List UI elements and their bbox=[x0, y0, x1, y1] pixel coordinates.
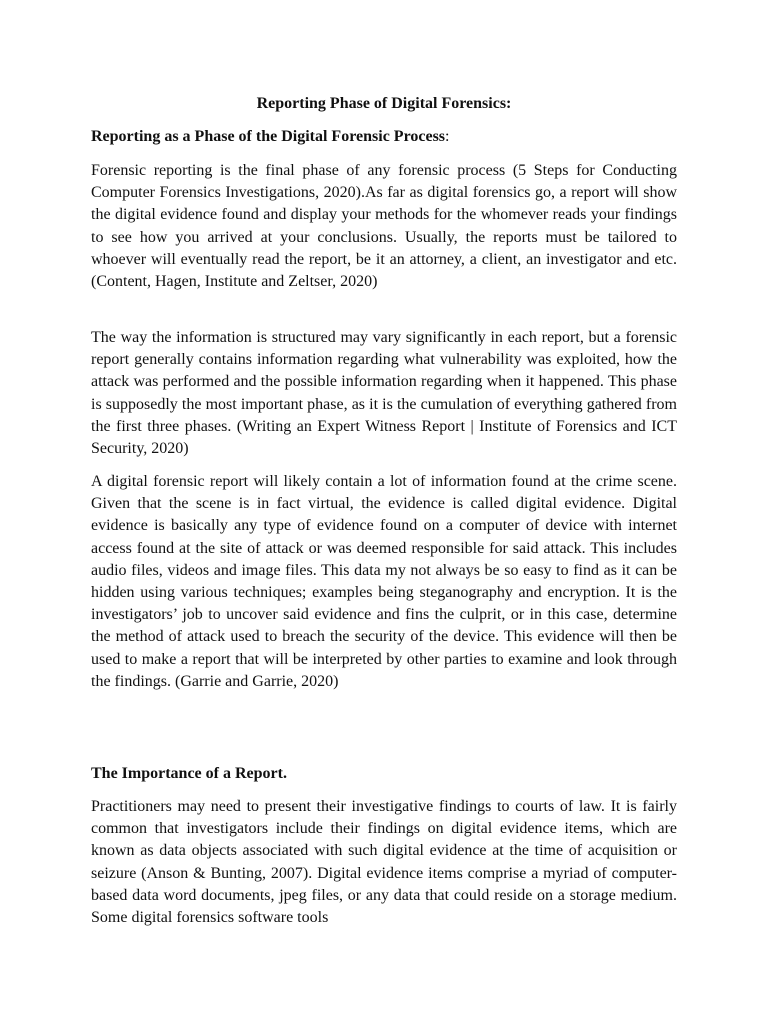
paragraph-forensic-reporting: Forensic reporting is the final phase of any forensic process (5 Steps for Conducting Computer Forensics Investigations, 2020).As far as digital forensics go, a report will show the digital evidence found and display your methods for the whomever reads your findings to see how you arrived at your conclusions. Usually, the reports must be tailored to whoever will eventually read the report, be it an attorney, a client, an investigator and etc. (Content, Hagen, Institute and Zeltser, 2020) bbox=[91, 162, 677, 291]
document-subtitle bbox=[91, 126, 677, 148]
paragraph-report-structure: The way the information is structured may vary significantly in each report, but a forensic report generally contains information regarding what vulnerability was exploited, how the attack was performed and the possible information regarding when it happened. This phase is supposedly the most important phase, as it is the cumulation of everything gathered from the first three phases. (Writing an Expert Witness Report | Institute of Forensics and ICT Security, 2020) bbox=[91, 329, 677, 458]
section-heading: The Importance of a Report. bbox=[91, 765, 287, 782]
paragraph-importance-of-report: Practitioners may need to present their investigative findings to courts of law. It is fairly common that investigators include their findings on digital evidence items, which are known as data objects associated with such digital evidence at the time of acquisition or seizure (Anson & Bunting, 2007). Digital evidence items comprise a myriad of computer-based data word documents, jpeg files, or any data that could reside on a storage medium. Some digital forensics software tools bbox=[91, 798, 677, 927]
document-title: Reporting Phase of Digital Forensics: bbox=[256, 95, 512, 112]
subtitle-colon: : bbox=[445, 128, 450, 145]
paragraph-digital-evidence: A digital forensic report will likely contain a lot of information found at the crime scene. Given that the scene is in fact virtual, the evidence is called digital evidence. Digital evidence is basically any type of evidence found on a computer of device with internet access found at the site of attack or was deemed responsible for said attack. This includes audio files, videos and image files. This data my not always be so easy to find as it can be hidden using various techniques; examples being steganography and encryption. It is the investigators’ job to uncover said evidence and fins the culprit, or in this case, determine the method of attack used to breach the security of the device. This evidence will then be used to make a report that will be interpreted by other parties to examine and look through the findings. (Garrie and Garrie, 2020) bbox=[91, 473, 677, 690]
subtitle-text: Reporting as a Phase of the Digital Forensic Process bbox=[91, 128, 446, 145]
